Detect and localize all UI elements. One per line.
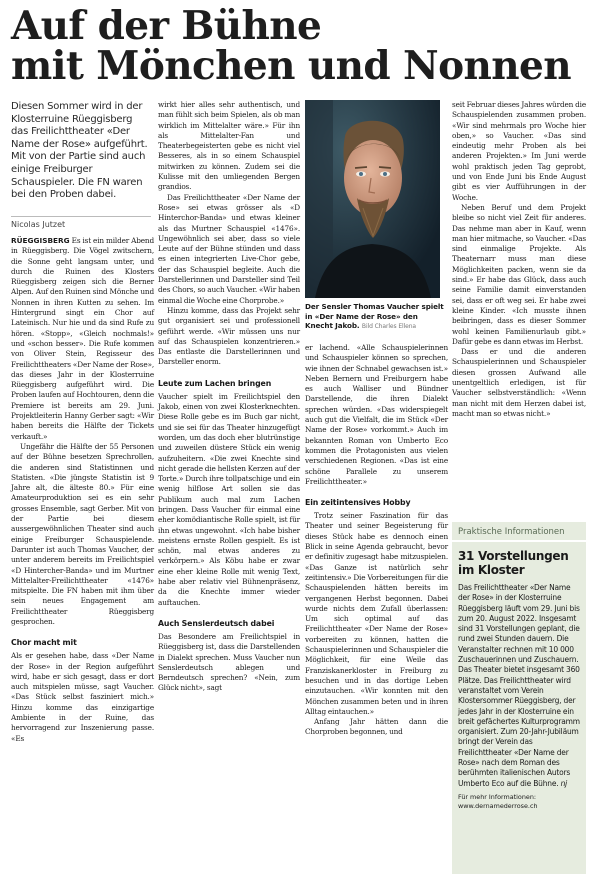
article-column-3 <box>305 343 448 738</box>
caption-text: Der Sensler Thomas Vaucher spielt in «Der Name der Rose» den Knecht Jakob. <box>305 302 444 331</box>
subheading: Leute zum Lachen bringen <box>158 378 272 388</box>
info-box-body: Das Freilichttheater «Der Name der Rose» in der Klosterruine Rüeggisberg läuft vom 29. Juni bis zum 20. August 2022. Insgesamt sind 31 Vorstellungen geplant, die rund zwei Stunden dauern. Die Veranstalter rechnen mit 10 000 Zuschauerinnen und Zuschauern. Das Theater bietet insgesamt 360 Plätze. Das Freilichttheater wird veranstaltet vom Verein Klostersommer Rüeggisberg, der jedes Jahr in der Klosterruine ein breit gefächertes Kulturprogramm organisiert. Zum 20-Jahr-Jubiläum bringt der Verein das Freilichttheater «Der Name der Rose» nach dem Roman des berühmten italienischen Autors Umberto Eco auf die Bühne. <box>458 583 580 788</box>
more-info-label: Für mehr Informationen: <box>458 792 537 801</box>
paragraph: Ungefähr die Hälfte der 55 Personen auf der Bühne besetzen Sprechrollen, die anderen sind Statistinnen und Statisten. «Die jüngste Statistin ist 9 Jahre alt, die älteste 80.» Für eine Amateurproduktion sei es ein sehr grosses Ensemble, sagt Gerber. Mit von der Partie bei diesem aussergewöhnlichen Theater sind auch einige Freiburger Schauspielende. Darunter ist auch Thomas Vaucher, der unter anderem bereits im Freilichtspiel «D Hintercher-Banda» und im Murtner Mittelalter-Freilichttheater «1476» mitspielte. Die FN haben mit ihm über sein neues Engagement am Freilichttheater Rüeggisberg gesprochen. <box>11 441 154 626</box>
paragraph-text: Es ist ein milder Abend in Rüeggisberg. Die Vögel zwitschern, die Sonne geht langsam unter, und durch die Ruinen des Klosters Rüeggisberg zeigen sich die Berner Alpen. Auf den Ruinen sind Mönche und Nonnen in ihren Kutten zu sehen. Im Hintergrund singt ein Chor auf Lateinisch. Nur hie und da sind Rufe zu hören. «Stopp», «Gleich nochmals!» und «schon besser». Die Rufe kommen von Oliver Stein, Regisseur des Freilichttheaters «Der Name der Rose», das dieses Jahr in der Klosterruine Rüeggisberg aufgeführt wird. Die Proben laufen auf Hochtouren, denn die Premiere ist bereits am 29. Juni. Projektleiterin Hanny Gerber sagt: «Wir haben bereits die Hälfte der Tickets verkauft.» <box>11 236 154 441</box>
paragraph: wirkt hier alles sehr authentisch, und man fühlt sich beim Spielen, als ob man wirklich im Mittelalter wäre.» Für ihn als Mittelalter-Fan und Theaterbegeisterten gebe es nicht viel Besseres, als in so einem Schauspiel mitwirken zu können. Zudem sei die Kulisse mit den umliegenden Bergen grandios. <box>158 100 300 192</box>
author-byline: Nicolas Jutzet <box>11 216 151 229</box>
article-headline <box>11 3 586 89</box>
info-box-title: 31 Vorstellungen im Kloster <box>458 549 569 577</box>
paragraph: Vaucher spielt im Freilichtspiel den Jakob, einen von zwei Klosterknechten. Diese Rolle gebe es im Buch gar nicht, und sie sei für das Theater hinzugefügt worden, um das doch eher blutrünstige und zuweilen düstere Stück ein wenig aufzuheitern. «Die zwei Knechte sind nicht gerade die hellsten Kerzen auf der Torte.» Durch ihre tollpatschige und ein wenig hilflose Art sollen sie das Publikum auch mal zum Lachen bringen. Dass Vaucher für einmal eine eher komödiantische Rolle spielt, ist für ihn etwas ungewohnt. «Ich habe bisher meistens ernste Rollen gespielt. Es ist schön, mal etwas anderes zu verkörpern.» Als Köbu habe er zwar eine eher kleine Rolle mit wenig Text, habe aber relativ viel Bühnenpräsenz, da die Knechte immer wieder auftauchen. <box>158 391 300 607</box>
photo-credit: Bild Charles Ellena <box>361 323 417 331</box>
paragraph: Anfang Jahr hätten dann die Chorproben begonnen, und <box>305 717 448 737</box>
paragraph: Dass er und die anderen Schauspielerinnen und Schauspieler diesen grossen Aufwand alle unentgeltlich erledigen, ist für Vaucher selbstverständlich: «Wenn man nicht mit dem Herzen dabei ist, macht man so etwas nicht.» <box>452 347 586 418</box>
paragraph <box>11 236 154 442</box>
paragraph: er lachend. «Alle Schauspielerinnen und Schauspieler können so sprechen, wie ihnen der Schnabel gewachsen ist.» Neben Bernern und Freiburgern habe es auch Walliser und Bündner Darstellende, die ihren Dialekt sprechen würden. «Das widerspiegelt auch gut die Vielfalt, die im Stück «Der Name der Rose» vorkommt.» Auch im bekannten Roman von Umberto Eco kommen die Protagonisten aus vielen verschiedenen Regionen. «Das ist eine schöne Parallele zu unserem Freilichttheater.» <box>305 343 448 486</box>
paragraph: Das Freilichttheater «Der Name der Rose» sei etwas grösser als «D Hinterchor-Banda» und etwas kleiner als das Murtner Schauspiel «1476». Ungewöhnlich sei aber, dass so viele Leute auf der Bühne stünden und dass es einen integrierten Live-Chor gebe, der das Schauspiel begleite. Auch die Darstellerinnen und Darsteller sind Teil des Chors, so auch Vaucher. «Wir haben einmal die Woche eine Chorprobe.» <box>158 192 300 305</box>
paragraph: Als er gesehen habe, dass «Der Name der Rose» in der Region aufgeführt wird, habe er sich gesagt, dass er dort auch mitspielen müsse, sagt Vaucher. «Das Stück selbst fasziniert mich.» Hinzu komme das einzigartige Ambiente in der Ruine, das hervorragend zur Inszenierung passe. «Es <box>11 651 154 743</box>
photo-caption <box>305 302 445 332</box>
info-box <box>452 522 586 874</box>
paragraph: Hinzu komme, dass das Projekt sehr gut organisiert sei und professionell geführt werde. «Wir müssen uns nur auf das Schauspielen konzentrieren.» Das entlaste die Darstellerinnen und Darsteller enorm. <box>158 305 300 367</box>
portrait-photo <box>305 100 440 298</box>
paragraph: Neben Beruf und dem Projekt bleibe so nicht viel Zeit für anderes. Das nehme man aber in Kauf, wenn man hier mitmache, so Vaucher. «Das sind einmalige Projekte. Als Theaternarr muss man diese Möglichkeiten packen, wenn sie da sind.» Er habe das Glück, dass auch seine Familie damit einverstanden sei, dass er oft weg sei. Er habe zwei kleine Kinder. «Ich musste ihnen beibringen, dass es dieser Sommer wohl keinen Familienurlaub gibt.» Dafür gebe es dann etwas im Herbst. <box>452 202 586 346</box>
paragraph: Trotz seiner Faszination für das Theater und seiner Begeisterung für dieses Stück habe es dennoch einen Blick in seine Agenda gebraucht, bevor er definitiv zugesagt habe mitzuspielen. «Das Ganze ist natürlich sehr zeitintensiv.» Die Vorbereitungen für die Schauspielenden hätten bereits im vergangenen Herbst begonnen. Dabei wurde nichts dem Zufall überlassen: Um sich optimal auf das Freilichttheater «Der Name der Rose» vorbereiten zu können, hatten die Schauspielerinnen und Schauspieler die Möglichkeit, für eine Weile das Franziskanerkloster in Freiburg zu besuchen und in das dortige Leben einzutauchen. «Wir konnten mit den Mönchen zusammen beten und in ihren Alltag eintauchen.» <box>305 511 448 716</box>
more-info-link[interactable]: www.dernamederrose.ch <box>458 801 538 810</box>
article-lead: Diesen Sommer wird in der Klosterruine Rüeggisberg das Freilichttheater «Der Name der Rose» aufgeführt. Mit von der Partie sind auch einige Freiburger Schauspieler. Die FN waren bei den Proben dabei. <box>11 101 148 201</box>
dateline: RÜEGGISBERG <box>11 236 70 245</box>
article-column-4 <box>452 100 586 419</box>
info-box-more <box>458 793 580 810</box>
article-column-1 <box>11 236 154 744</box>
article-column-2 <box>158 100 300 694</box>
info-box-header: Praktische Informationen <box>452 522 586 542</box>
paragraph: seit Februar dieses Jahres würden die Schauspielenden zusammen proben. «Wir sind mehrmals pro Woche hier oben,» so Vaucher. «Das sind eindeutig mehr Proben als bei anderen Projekten.» Im Juni werde wohl praktisch jeden Tag geprobt, und von Ende Juni bis Ende August gibt es vier Aufführungen in der Woche. <box>452 100 586 202</box>
headline-line-1: Auf der Bühne <box>11 3 322 49</box>
subheading: Chor macht mit <box>11 638 77 648</box>
headline-line-2: mit Mönchen und Nonnen <box>11 43 571 89</box>
portrait-illustration <box>305 100 440 298</box>
subheading: Ein zeitintensives Hobby <box>305 498 411 508</box>
paragraph: Das Besondere am Freilichtspiel in Rüeggisberg ist, dass die Darstellenden in Dialekt sprechen. Muss Vaucher nun Senslerdeutsch ablegen und Berndeutsch sprechen? «Nein, zum Glück nicht», sagt <box>158 631 300 693</box>
subheading: Auch Senslerdeutsch dabei <box>158 618 275 628</box>
info-box-signature: nj <box>558 778 568 788</box>
info-box-text <box>458 583 580 789</box>
